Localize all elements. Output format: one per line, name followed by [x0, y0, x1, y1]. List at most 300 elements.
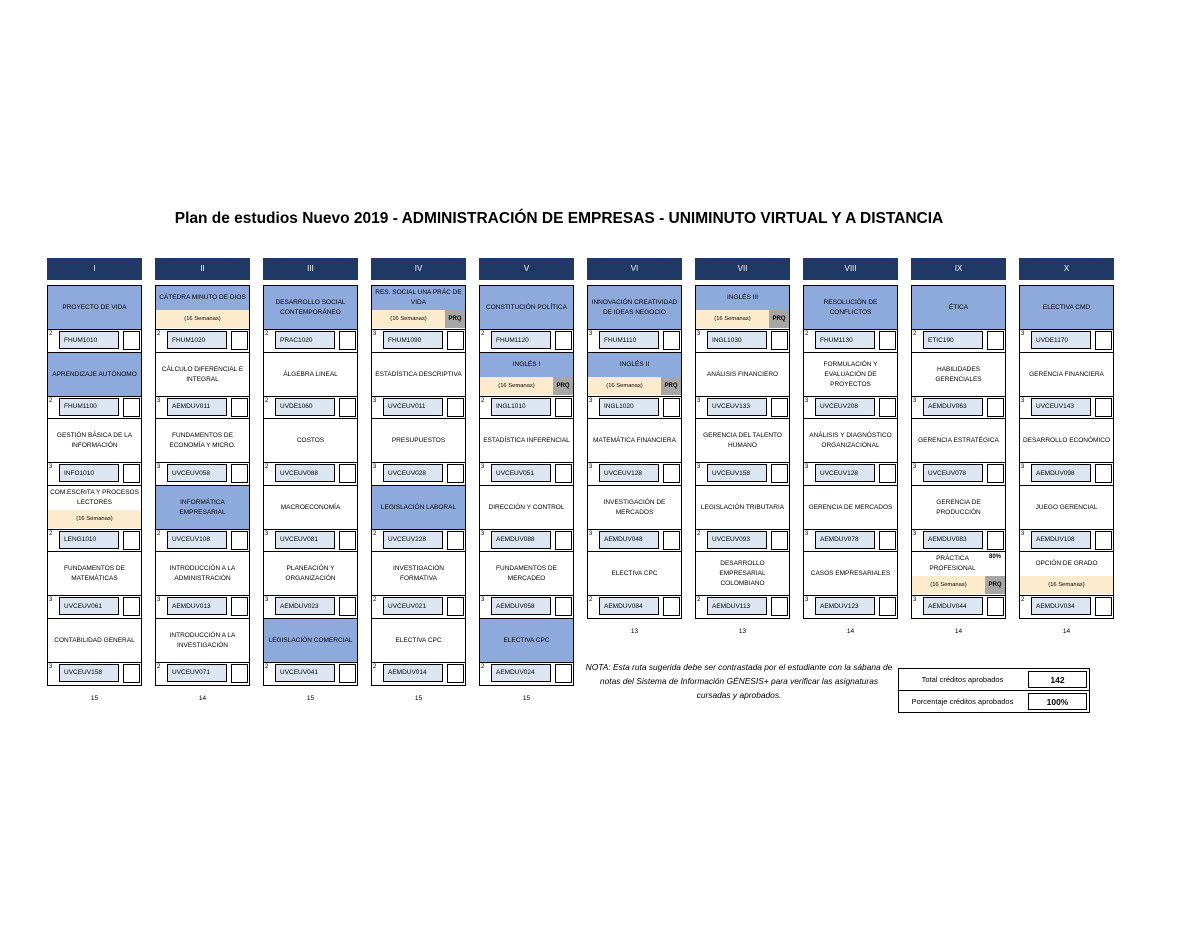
- course-card[interactable]: [371, 618, 466, 686]
- course-footer: [1020, 595, 1113, 618]
- course-name: INNOVACIÓN CREATIVIDAD DE IDEAS NEGOCIO: [588, 286, 681, 330]
- course-card[interactable]: [47, 618, 142, 686]
- course-card[interactable]: [263, 618, 358, 686]
- course-weeks: (16 Semanas): [588, 377, 661, 395]
- course-code: INGL1010: [491, 398, 551, 416]
- semester-total-credits: 13: [738, 628, 747, 635]
- prerequisite-badge: PRQ: [445, 310, 465, 328]
- prerequisite-badge: PRQ: [769, 310, 789, 328]
- course-name: INTRODUCCIÓN A LA ADMINISTRACIÓN: [169, 565, 236, 582]
- grade-box[interactable]: [879, 331, 896, 350]
- grade-box[interactable]: [771, 597, 788, 616]
- course-card[interactable]: [1019, 418, 1114, 486]
- course-code: UVCEUV021: [383, 597, 443, 615]
- grade-box[interactable]: [1095, 331, 1112, 350]
- course-name: DESARROLLO ECONÓMICO: [1022, 437, 1111, 444]
- course-weeks: (16 Semanas): [912, 576, 985, 594]
- semester-column: [1019, 258, 1114, 635]
- semester-column: [263, 258, 358, 702]
- course-name: HABILIDADES GERENCIALES: [935, 365, 982, 383]
- course-card[interactable]: [1019, 485, 1114, 553]
- semester-column: [587, 258, 682, 635]
- course-card[interactable]: [911, 352, 1006, 420]
- course-credits: 2: [265, 464, 269, 470]
- course-card[interactable]: [155, 618, 250, 686]
- course-footer: [804, 595, 897, 618]
- grade-box[interactable]: [555, 398, 572, 417]
- course-card[interactable]: [911, 485, 1006, 553]
- grade-box[interactable]: [771, 464, 788, 483]
- semester-header: V: [479, 258, 574, 280]
- course-credits: 3: [373, 331, 377, 337]
- grade-box[interactable]: [231, 464, 248, 483]
- course-card[interactable]: [263, 551, 358, 619]
- course-card[interactable]: [911, 551, 1006, 619]
- grade-box[interactable]: [339, 331, 356, 350]
- course-card[interactable]: [263, 418, 358, 486]
- course-card[interactable]: [479, 485, 574, 553]
- grade-box[interactable]: [771, 331, 788, 350]
- grade-box[interactable]: [1095, 398, 1112, 417]
- course-name: ÁLGEBRA LINEAL: [283, 370, 338, 378]
- grade-box[interactable]: [771, 398, 788, 417]
- course-code: FHUM1090: [383, 331, 443, 349]
- course-card[interactable]: [803, 485, 898, 553]
- course-name: GERENCIA FINANCIERA: [1029, 370, 1104, 378]
- semester-header: I: [47, 258, 142, 280]
- course-card[interactable]: [47, 551, 142, 619]
- course-credits: 2: [265, 331, 269, 337]
- course-code: FHUM1110: [599, 331, 659, 349]
- course-credits: 2: [157, 331, 161, 337]
- course-footer: [588, 329, 681, 352]
- course-footer: [156, 529, 249, 552]
- course-credits: 2: [697, 597, 701, 603]
- course-name: INVESTIGACIÓN FORMATIVA: [393, 565, 444, 582]
- course-credits: 3: [913, 597, 917, 603]
- course-code: UVCEUV061: [59, 597, 119, 615]
- grade-box[interactable]: [987, 597, 1004, 616]
- course-credits: 3: [373, 464, 377, 470]
- grade-box[interactable]: [231, 664, 248, 683]
- course-footer: [912, 462, 1005, 485]
- course-card[interactable]: [371, 418, 466, 486]
- semester-header: IX: [911, 258, 1006, 280]
- course-card[interactable]: [155, 418, 250, 486]
- course-footer: [696, 462, 789, 485]
- grade-box[interactable]: [879, 398, 896, 417]
- semester-total-credits: 13: [630, 628, 639, 635]
- course-footer: [372, 396, 465, 419]
- course-credits: 3: [481, 464, 485, 470]
- grade-box[interactable]: [231, 331, 248, 350]
- course-footer: [372, 595, 465, 618]
- course-code: LENG1010: [59, 531, 119, 549]
- course-code: UVCEUV081: [275, 531, 335, 549]
- course-code: INGL1020: [599, 398, 659, 416]
- course-card[interactable]: [479, 352, 574, 420]
- course-footer: [264, 662, 357, 685]
- course-footer: [912, 396, 1005, 419]
- grade-box[interactable]: [987, 464, 1004, 483]
- course-credits: 3: [697, 464, 701, 470]
- course-credits: 3: [805, 597, 809, 603]
- course-card[interactable]: [1019, 352, 1114, 420]
- grade-box[interactable]: [231, 398, 248, 417]
- course-name: GERENCIA ESTRATÉGICA: [918, 437, 999, 444]
- course-name: ESTADÍSTICA INFERENCIAL: [483, 437, 570, 444]
- grade-box[interactable]: [663, 597, 680, 616]
- course-code: AEMDUV048: [599, 531, 659, 549]
- course-code: UVDE1060: [275, 398, 335, 416]
- course-code: UVCEUV158: [707, 464, 767, 482]
- course-footer: [912, 529, 1005, 552]
- course-name: RESOLUCIÓN DE CONFLICTOS: [804, 286, 897, 330]
- course-credits: 3: [913, 397, 917, 404]
- course-card[interactable]: [47, 418, 142, 486]
- course-code: UVCEUV108: [167, 531, 227, 549]
- course-credits: 3: [49, 663, 53, 670]
- grade-box[interactable]: [879, 531, 896, 550]
- grade-box[interactable]: [555, 464, 572, 483]
- semester-header: IV: [371, 258, 466, 280]
- course-name: GERENCIA DEL TALENTO HUMANO: [703, 432, 782, 449]
- semester-column: [479, 258, 574, 702]
- course-footer: [1020, 529, 1113, 552]
- course-credits: 2: [49, 397, 53, 404]
- grade-box[interactable]: [555, 597, 572, 616]
- course-code: FHUM1010: [59, 331, 119, 349]
- grade-box[interactable]: [1095, 464, 1112, 483]
- course-card[interactable]: [1019, 285, 1114, 353]
- total-credits-row: [899, 669, 1089, 691]
- course-footer: [156, 662, 249, 685]
- grade-box[interactable]: [555, 664, 572, 683]
- course-footer: [588, 396, 681, 419]
- course-credits: 3: [265, 530, 269, 537]
- course-name: GESTIÓN BÁSICA DE LA INFORMACIÓN: [56, 432, 133, 449]
- grade-box[interactable]: [663, 398, 680, 417]
- semester-header: VIII: [803, 258, 898, 280]
- course-card[interactable]: [155, 485, 250, 553]
- course-name: OPCIÓN DE GRADO: [1035, 560, 1098, 567]
- course-name: DESARROLLO SOCIAL CONTEMPORÁNEO: [264, 286, 357, 330]
- course-code: AEMDUV083: [923, 531, 983, 549]
- course-footer: [372, 329, 465, 352]
- course-code: AEMDUV088: [491, 531, 551, 549]
- course-credits: 3: [697, 397, 701, 404]
- semester-total-credits: 14: [954, 628, 963, 635]
- course-weeks: (16 Semanas): [480, 377, 553, 395]
- course-code: UVCEUV093: [707, 531, 767, 549]
- course-credits: 3: [589, 464, 593, 470]
- course-card[interactable]: [371, 285, 466, 353]
- course-card[interactable]: [587, 485, 682, 553]
- grade-box[interactable]: [987, 331, 1004, 350]
- course-card[interactable]: [587, 418, 682, 486]
- grade-box[interactable]: [663, 331, 680, 350]
- course-credits: 3: [265, 597, 269, 603]
- semester-total-credits: 15: [306, 694, 315, 702]
- grade-box[interactable]: [339, 398, 356, 417]
- course-card[interactable]: [1019, 551, 1114, 619]
- course-card[interactable]: [695, 485, 790, 553]
- course-footer: [48, 529, 141, 552]
- course-code: UVCEUV078: [923, 464, 983, 482]
- course-name: LEGISLACIÓN TRIBUTARIA: [700, 503, 785, 511]
- course-credits: 3: [157, 464, 161, 470]
- semester-column: [371, 258, 466, 702]
- grade-box[interactable]: [879, 464, 896, 483]
- course-credits: 3: [913, 530, 917, 537]
- semester-column: [803, 258, 898, 635]
- grade-box[interactable]: [447, 531, 464, 550]
- semester-column: [911, 258, 1006, 635]
- course-footer: [372, 529, 465, 552]
- grade-box[interactable]: [123, 597, 140, 616]
- course-name: COSTOS: [296, 437, 325, 444]
- course-card[interactable]: [911, 418, 1006, 486]
- course-card[interactable]: [911, 285, 1006, 353]
- course-card[interactable]: [479, 551, 574, 619]
- course-name: INFORMÁTICA EMPRESARIAL: [156, 486, 249, 530]
- course-footer: [264, 396, 357, 419]
- course-code: UVCEUV028: [383, 464, 443, 482]
- course-credits: 3: [373, 397, 377, 404]
- grade-box[interactable]: [879, 597, 896, 616]
- course-footer: [264, 462, 357, 485]
- course-credits: 3: [913, 464, 917, 470]
- course-card[interactable]: [695, 551, 790, 619]
- course-footer: [1020, 329, 1113, 352]
- course-credits: 3: [1021, 397, 1025, 404]
- course-card[interactable]: [695, 352, 790, 420]
- course-code: UVCEUV128: [599, 464, 659, 482]
- course-card[interactable]: [479, 285, 574, 353]
- grade-box[interactable]: [555, 531, 572, 550]
- course-card[interactable]: [371, 551, 466, 619]
- note-text: NOTA: Esta ruta sugerida debe ser contrastada por el estudiante con la sábana de notas del Sistema de Información GÉNESIS+ para verificar las asignaturas cursadas y aprobados.: [585, 662, 893, 700]
- course-credits: 2: [265, 663, 269, 670]
- grade-box[interactable]: [123, 398, 140, 417]
- grade-box[interactable]: [447, 597, 464, 616]
- grade-box[interactable]: [339, 531, 356, 550]
- grade-box[interactable]: [987, 398, 1004, 417]
- course-footer: [264, 595, 357, 618]
- grade-box[interactable]: [339, 464, 356, 483]
- course-credits: 3: [481, 597, 485, 603]
- course-footer: [480, 462, 573, 485]
- course-credits: 2: [913, 331, 917, 337]
- course-card[interactable]: [263, 485, 358, 553]
- grade-box[interactable]: [447, 331, 464, 350]
- course-code: FHUM1120: [491, 331, 551, 349]
- course-code: UVCEUV058: [167, 464, 227, 482]
- course-credits: 3: [49, 597, 53, 603]
- course-card[interactable]: [155, 551, 250, 619]
- grade-box[interactable]: [231, 597, 248, 616]
- course-card[interactable]: [695, 418, 790, 486]
- course-card[interactable]: [803, 551, 898, 619]
- course-card[interactable]: [803, 418, 898, 486]
- course-name: ÉTICA: [912, 286, 1005, 330]
- course-credits: 2: [1021, 597, 1025, 603]
- course-card[interactable]: [371, 485, 466, 553]
- course-code: UVCEUV158: [59, 664, 119, 682]
- course-code: UVCEUV228: [383, 531, 443, 549]
- course-card[interactable]: [803, 352, 898, 420]
- course-name: INGLÉS III: [696, 286, 789, 310]
- course-name: ELECTIVA CMD: [1020, 286, 1113, 330]
- course-name: INVESTIGACIÓN DE MERCADOS: [603, 498, 666, 516]
- grade-box[interactable]: [231, 531, 248, 550]
- course-code: UVCEUV088: [275, 464, 335, 482]
- course-credits: 2: [157, 663, 161, 670]
- course-card[interactable]: [695, 285, 790, 353]
- grade-box[interactable]: [555, 331, 572, 350]
- course-credits: 3: [1021, 530, 1025, 537]
- course-footer: [804, 529, 897, 552]
- percentage-credits-value: 100%: [1028, 693, 1087, 710]
- course-code: FHUM1100: [59, 398, 119, 416]
- course-credits: 2: [265, 397, 269, 404]
- grade-box[interactable]: [123, 331, 140, 350]
- course-credits: 3: [1021, 331, 1025, 337]
- course-name: ANÁLISIS Y DIAGNÓSTICO ORGANIZACIONAL: [809, 432, 892, 449]
- course-credits: 2: [49, 530, 53, 537]
- course-code: AEMDUV113: [707, 597, 767, 615]
- course-code: AEMDUV013: [167, 597, 227, 615]
- course-card[interactable]: [587, 551, 682, 619]
- semester-header: VII: [695, 258, 790, 280]
- course-name: APRENDIZAJE AUTÓNOMO: [48, 353, 141, 397]
- course-code: UVCEUV143: [1031, 398, 1091, 416]
- course-code: UVCEUV133: [707, 398, 767, 416]
- course-footer: [912, 595, 1005, 618]
- course-name: ANÁLISIS FINANCIERO: [706, 370, 779, 378]
- course-name: GERENCIA DE MERCADOS: [808, 503, 893, 511]
- course-code: AEMDUV023: [275, 597, 335, 615]
- course-credits: 2: [481, 331, 485, 337]
- course-card[interactable]: [47, 352, 142, 420]
- course-name: CASOS EMPRESARIALES: [810, 570, 891, 577]
- grade-box[interactable]: [123, 464, 140, 483]
- course-footer: [1020, 396, 1113, 419]
- course-card[interactable]: [587, 352, 682, 420]
- course-name: INGLÉS II: [588, 353, 681, 377]
- course-name: FUNDAMENTOS DE MERCADEO: [496, 565, 557, 582]
- course-code: FHUM1130: [815, 331, 875, 349]
- course-name: ELECTIVA CPC: [611, 570, 658, 577]
- course-name: PRÁCTICA PROFESIONAL: [929, 555, 976, 572]
- course-code: UVCEUV051: [491, 464, 551, 482]
- course-card[interactable]: [803, 285, 898, 353]
- course-card[interactable]: [479, 418, 574, 486]
- course-card[interactable]: [47, 485, 142, 553]
- course-credits: 3: [481, 530, 485, 537]
- course-name: MACROECONOMÍA: [280, 503, 341, 511]
- course-card[interactable]: [155, 285, 250, 353]
- course-footer: [696, 529, 789, 552]
- course-name: PLANEACIÓN Y ORGANIZACIÓN: [285, 565, 336, 582]
- grade-box[interactable]: [663, 531, 680, 550]
- course-credits: 2: [157, 530, 161, 537]
- semester-column: [47, 258, 142, 702]
- course-name: RES. SOCIAL UNA PRÁC DE VIDA: [372, 286, 465, 310]
- grade-box[interactable]: [1095, 597, 1112, 616]
- grade-box[interactable]: [987, 531, 1004, 550]
- percentage-credits-row: [899, 691, 1089, 712]
- course-credits: 2: [481, 397, 485, 404]
- course-code: AEMDUV108: [1031, 531, 1091, 549]
- course-weeks: (16 Semanas): [156, 310, 249, 328]
- grade-box[interactable]: [771, 531, 788, 550]
- course-name: COM.ESCRITA Y PROCESOS LECTORES: [50, 488, 139, 506]
- course-percentage: 80%: [988, 554, 1001, 560]
- grade-box[interactable]: [123, 531, 140, 550]
- course-name: JUEGO GERENCIAL: [1035, 503, 1098, 511]
- course-name: INGLÉS I: [480, 353, 573, 377]
- course-footer: [480, 595, 573, 618]
- grade-box[interactable]: [447, 398, 464, 417]
- course-card[interactable]: [263, 285, 358, 353]
- course-footer: [480, 529, 573, 552]
- credits-summary: [898, 668, 1090, 713]
- course-code: UVCEUV071: [167, 664, 227, 682]
- course-footer: [48, 662, 141, 685]
- course-footer: [696, 595, 789, 618]
- grade-box[interactable]: [447, 664, 464, 683]
- course-name: LEGISLACIÓN LABORAL: [372, 486, 465, 530]
- course-footer: [48, 396, 141, 419]
- grade-box[interactable]: [447, 464, 464, 483]
- course-weeks: (16 Semanas): [372, 310, 445, 328]
- course-name: PROYECTO DE VIDA: [48, 286, 141, 330]
- course-credits: 2: [373, 663, 377, 670]
- semester-total-credits: 14: [846, 628, 855, 635]
- semester-header: X: [1019, 258, 1114, 280]
- grade-box[interactable]: [663, 464, 680, 483]
- course-credits: 3: [805, 530, 809, 537]
- course-card[interactable]: [155, 352, 250, 420]
- semester-total-credits: 14: [198, 694, 207, 702]
- course-code: AEMDUV011: [167, 398, 227, 416]
- course-card[interactable]: [587, 285, 682, 353]
- page-title: Plan de estudios Nuevo 2019 - ADMINISTRACIÓN DE EMPRESAS - UNIMINUTO VIRTUAL Y A DISTANCIA: [174, 210, 944, 227]
- course-card[interactable]: [371, 352, 466, 420]
- course-footer: [588, 529, 681, 552]
- course-credits: 3: [697, 331, 701, 337]
- course-name: CÁLCULO DIFERENCIAL E INTEGRAL: [161, 365, 244, 383]
- course-footer: [264, 529, 357, 552]
- grade-box[interactable]: [339, 597, 356, 616]
- course-card[interactable]: [479, 618, 574, 686]
- course-card[interactable]: [263, 352, 358, 420]
- course-code: FHUM1020: [167, 331, 227, 349]
- grade-box[interactable]: [123, 664, 140, 683]
- course-credits: 2: [805, 331, 809, 337]
- course-name: ELECTIVA CPC: [480, 619, 573, 663]
- course-code: INFO1010: [59, 464, 119, 482]
- course-name: LEGISLACIÓN COMERCIAL: [264, 619, 357, 663]
- grade-box[interactable]: [1095, 531, 1112, 550]
- prerequisite-badge: PRQ: [985, 576, 1005, 594]
- course-footer: [696, 329, 789, 352]
- grade-box[interactable]: [339, 664, 356, 683]
- course-card[interactable]: [47, 285, 142, 353]
- course-footer: [804, 329, 897, 352]
- course-footer: [48, 329, 141, 352]
